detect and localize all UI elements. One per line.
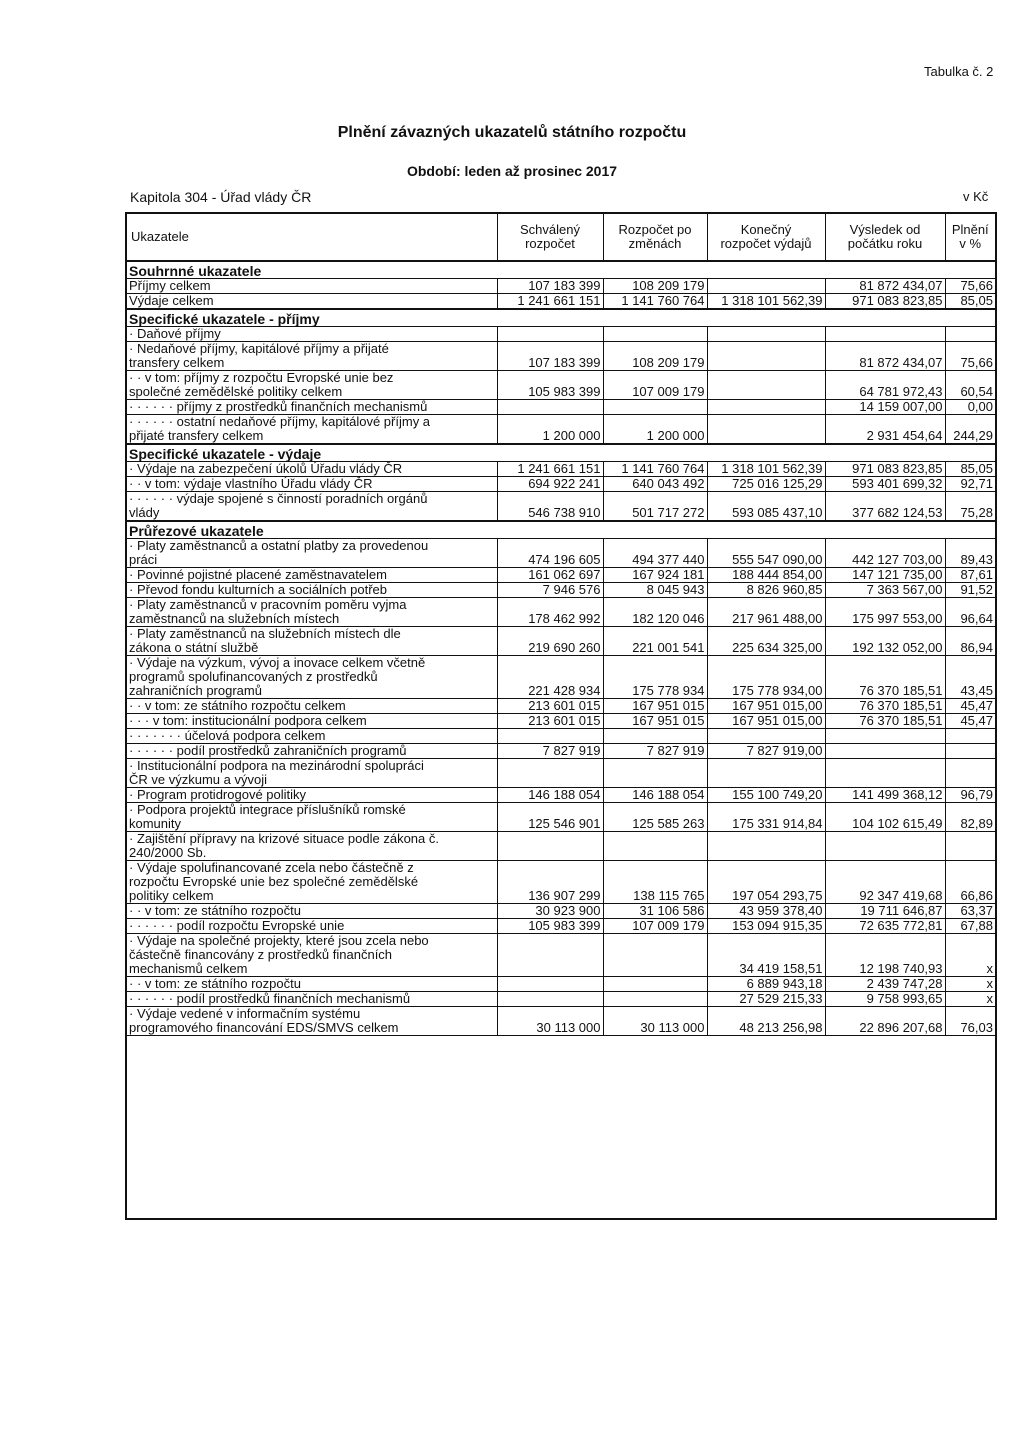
row-label (127, 477, 497, 492)
cell-final-budget: 34 419 158,51 (707, 934, 825, 977)
cell-fulfilment-pct: 66,86 (945, 861, 995, 904)
cell-budget-after-changes (603, 992, 707, 1007)
table-row (127, 1007, 995, 1036)
cell-result-ytd (825, 729, 945, 744)
row-label-line: · · · · · · podíl prostředků finančních mechanismů (129, 991, 411, 1006)
section-header-row (127, 444, 995, 462)
row-label-line: transfery celkem (129, 355, 225, 370)
row-label (127, 861, 497, 904)
cell-approved-budget: 161 062 697 (497, 568, 603, 583)
cell-fulfilment-pct: 63,37 (945, 904, 995, 919)
table-row (127, 294, 995, 310)
table-row (127, 714, 995, 729)
cell-approved-budget: 178 462 992 (497, 598, 603, 627)
row-label (127, 342, 497, 371)
cell-result-ytd: 147 121 735,00 (825, 568, 945, 583)
cell-final-budget (707, 729, 825, 744)
row-label-line: · Výdaje na zabezpečení úkolů Úřadu vlády ČR (129, 461, 403, 476)
cell-result-ytd: 19 711 646,87 (825, 904, 945, 919)
table-row (127, 477, 995, 492)
section-header-row (127, 521, 995, 539)
cell-approved-budget: 30 923 900 (497, 904, 603, 919)
cell-final-budget: 225 634 325,00 (707, 627, 825, 656)
cell-budget-after-changes: 7 827 919 (603, 744, 707, 759)
cell-fulfilment-pct (945, 729, 995, 744)
cell-budget-after-changes: 108 209 179 (603, 279, 707, 294)
cell-final-budget: 48 213 256,98 (707, 1007, 825, 1036)
cell-approved-budget (497, 729, 603, 744)
cell-fulfilment-pct: x (945, 992, 995, 1007)
cell-final-budget: 217 961 488,00 (707, 598, 825, 627)
row-label (127, 919, 497, 934)
table-row (127, 598, 995, 627)
row-label-line: · · · · · · podíl prostředků zahraničních programů (129, 743, 407, 758)
row-label-line: · Výdaje na společné projekty, které jsou zcela nebo (129, 933, 429, 948)
row-label (127, 832, 497, 861)
cell-result-ytd: 76 370 185,51 (825, 699, 945, 714)
cell-fulfilment-pct: 75,28 (945, 492, 995, 522)
cell-fulfilment-pct: 86,94 (945, 627, 995, 656)
table-row (127, 371, 995, 400)
row-label (127, 492, 497, 522)
cell-budget-after-changes: 108 209 179 (603, 342, 707, 371)
cell-fulfilment-pct: 0,00 (945, 400, 995, 415)
cell-budget-after-changes: 107 009 179 (603, 371, 707, 400)
cell-budget-after-changes: 125 585 263 (603, 803, 707, 832)
cell-result-ytd: 2 931 454,64 (825, 415, 945, 445)
cell-final-budget (707, 327, 825, 342)
row-label-line: práci (129, 552, 158, 567)
row-label (127, 714, 497, 729)
cell-budget-after-changes: 31 106 586 (603, 904, 707, 919)
table-row (127, 568, 995, 583)
cell-budget-after-changes: 107 009 179 (603, 919, 707, 934)
row-label-line: · · · · · · · účelová podpora celkem (129, 728, 326, 743)
row-label-line: · Daňové příjmy (129, 326, 221, 341)
row-label-line: · Podpora projektů integrace příslušníků romské (129, 802, 406, 817)
row-label-line: · · · · · · podíl rozpočtu Evropské unie (129, 918, 345, 933)
row-label (127, 539, 497, 568)
cell-budget-after-changes: 501 717 272 (603, 492, 707, 522)
row-label (127, 327, 497, 342)
cell-final-budget: 7 827 919,00 (707, 744, 825, 759)
row-label (127, 934, 497, 977)
cell-budget-after-changes (603, 327, 707, 342)
cell-approved-budget (497, 977, 603, 992)
row-label-line: programového financování EDS/SMVS celkem (129, 1020, 399, 1035)
cell-result-ytd: 76 370 185,51 (825, 714, 945, 729)
table-row (127, 627, 995, 656)
row-label-line: · Výdaje na výzkum, vývoj a inovace celkem včetně (129, 655, 426, 670)
row-label-line: · Program protidrogové politiky (129, 787, 307, 802)
cell-approved-budget: 694 922 241 (497, 477, 603, 492)
row-label-line: částečně financovány z prostředků finančních (129, 947, 393, 962)
cell-final-budget: 27 529 215,33 (707, 992, 825, 1007)
cell-result-ytd: 104 102 615,49 (825, 803, 945, 832)
period-label: Období: leden až prosinec 2017 (406, 163, 618, 179)
table-row (127, 803, 995, 832)
row-label-line: ČR ve výzkumu a vývoji (129, 772, 267, 787)
section-title: Specifické ukazatele - příjmy (127, 309, 995, 327)
row-label (127, 400, 497, 415)
cell-budget-after-changes: 146 188 054 (603, 788, 707, 803)
cell-approved-budget: 219 690 260 (497, 627, 603, 656)
cell-fulfilment-pct (945, 744, 995, 759)
row-label-line: · Platy zaměstnanců a ostatní platby za provedenou (129, 538, 429, 553)
cell-budget-after-changes (603, 400, 707, 415)
row-label-line: Příjmy celkem (129, 278, 211, 293)
cell-final-budget (707, 832, 825, 861)
row-label-line: · Institucionální podpora na mezinárodní spolupráci (129, 758, 424, 773)
cell-fulfilment-pct: 82,89 (945, 803, 995, 832)
header-result-ytd: Výsledek od počátku roku (825, 214, 945, 261)
table-row (127, 977, 995, 992)
cell-approved-budget: 30 113 000 (497, 1007, 603, 1036)
row-label-line: · · · v tom: institucionální podpora celkem (129, 713, 367, 728)
row-label-line: · · v tom: ze státního rozpočtu celkem (129, 698, 346, 713)
budget-table (127, 214, 995, 1036)
row-label-line: společné zemědělské politiky celkem (129, 384, 343, 399)
cell-fulfilment-pct (945, 327, 995, 342)
cell-budget-after-changes: 1 200 000 (603, 415, 707, 445)
table-row (127, 327, 995, 342)
row-label-line: 240/2000 Sb. (129, 845, 207, 860)
row-label (127, 744, 497, 759)
row-label-line: zaměstnanců na služebních místech (129, 611, 340, 626)
cell-result-ytd: 22 896 207,68 (825, 1007, 945, 1036)
cell-fulfilment-pct: 60,54 (945, 371, 995, 400)
table-row (127, 904, 995, 919)
section-title: Souhrnné ukazatele (127, 261, 995, 279)
cell-final-budget: 167 951 015,00 (707, 699, 825, 714)
cell-budget-after-changes: 494 377 440 (603, 539, 707, 568)
cell-final-budget: 8 826 960,85 (707, 583, 825, 598)
cell-final-budget: 1 318 101 562,39 (707, 294, 825, 310)
cell-final-budget (707, 342, 825, 371)
cell-fulfilment-pct (945, 832, 995, 861)
row-label (127, 977, 497, 992)
row-label-line: · Nedaňové příjmy, kapitálové příjmy a přijaté (129, 341, 389, 356)
cell-fulfilment-pct: 43,45 (945, 656, 995, 699)
cell-final-budget: 725 016 125,29 (707, 477, 825, 492)
table-row (127, 729, 995, 744)
row-label (127, 992, 497, 1007)
cell-budget-after-changes (603, 977, 707, 992)
header-indicators: Ukazatele (127, 214, 497, 261)
cell-fulfilment-pct: 244,29 (945, 415, 995, 445)
row-label-line: · · · · · · výdaje spojené s činností poradních orgánů (129, 491, 428, 506)
row-label-line: · Zajištění přípravy na krizové situace podle zákona č. (129, 831, 439, 846)
cell-approved-budget: 213 601 015 (497, 714, 603, 729)
cell-result-ytd: 72 635 772,81 (825, 919, 945, 934)
cell-fulfilment-pct: 85,05 (945, 462, 995, 477)
cell-fulfilment-pct: 75,66 (945, 279, 995, 294)
cell-result-ytd (825, 327, 945, 342)
row-label-line: · · v tom: ze státního rozpočtu (129, 976, 301, 991)
cell-approved-budget: 1 200 000 (497, 415, 603, 445)
table-row (127, 861, 995, 904)
row-label (127, 656, 497, 699)
cell-result-ytd: 76 370 185,51 (825, 656, 945, 699)
header-approved-budget: Schválený rozpočet (497, 214, 603, 261)
table-row (127, 400, 995, 415)
cell-budget-after-changes: 30 113 000 (603, 1007, 707, 1036)
cell-budget-after-changes: 8 045 943 (603, 583, 707, 598)
cell-result-ytd: 12 198 740,93 (825, 934, 945, 977)
row-label-line: · · v tom: ze státního rozpočtu (129, 903, 301, 918)
cell-fulfilment-pct: 92,71 (945, 477, 995, 492)
table-row (127, 832, 995, 861)
cell-result-ytd: 81 872 434,07 (825, 342, 945, 371)
row-label (127, 904, 497, 919)
cell-result-ytd: 7 363 567,00 (825, 583, 945, 598)
cell-result-ytd: 971 083 823,85 (825, 294, 945, 310)
cell-budget-after-changes (603, 759, 707, 788)
header-final-budget: Konečný rozpočet výdajů (707, 214, 825, 261)
cell-approved-budget (497, 992, 603, 1007)
cell-result-ytd: 442 127 703,00 (825, 539, 945, 568)
cell-budget-after-changes: 175 778 934 (603, 656, 707, 699)
header-fulfilment-pct: Plnění v % (945, 214, 995, 261)
cell-approved-budget (497, 400, 603, 415)
cell-result-ytd: 64 781 972,43 (825, 371, 945, 400)
cell-final-budget: 175 778 934,00 (707, 656, 825, 699)
table-row (127, 992, 995, 1007)
cell-approved-budget: 7 946 576 (497, 583, 603, 598)
cell-budget-after-changes: 167 951 015 (603, 699, 707, 714)
cell-fulfilment-pct: 96,79 (945, 788, 995, 803)
table-row (127, 342, 995, 371)
cell-final-budget (707, 279, 825, 294)
row-label-line: · Povinné pojistné placené zaměstnavatelem (129, 567, 387, 582)
row-label-line: programů spolufinancovaných z prostředků (129, 669, 378, 684)
cell-fulfilment-pct: 85,05 (945, 294, 995, 310)
header-budget-after-changes: Rozpočet po změnách (603, 214, 707, 261)
cell-final-budget (707, 371, 825, 400)
row-label (127, 1007, 497, 1036)
row-label-line: · Převod fondu kulturních a sociálních potřeb (129, 582, 387, 597)
cell-approved-budget: 221 428 934 (497, 656, 603, 699)
table-header-row (127, 214, 995, 261)
cell-budget-after-changes: 1 141 760 764 (603, 294, 707, 310)
row-label-line: · Platy zaměstnanců v pracovním poměru vyjma (129, 597, 407, 612)
cell-approved-budget: 7 827 919 (497, 744, 603, 759)
row-label (127, 462, 497, 477)
section-header-row (127, 309, 995, 327)
cell-fulfilment-pct: 96,64 (945, 598, 995, 627)
table-row (127, 415, 995, 445)
row-label (127, 279, 497, 294)
cell-final-budget: 555 547 090,00 (707, 539, 825, 568)
cell-fulfilment-pct (945, 759, 995, 788)
row-label-line: mechanismů celkem (129, 961, 248, 976)
table-row (127, 699, 995, 714)
table-row (127, 759, 995, 788)
row-label-line: vlády (129, 505, 160, 520)
cell-final-budget: 175 331 914,84 (707, 803, 825, 832)
table-row (127, 788, 995, 803)
table-row (127, 744, 995, 759)
cell-final-budget (707, 415, 825, 445)
section-header-row (127, 261, 995, 279)
cell-result-ytd: 593 401 699,32 (825, 477, 945, 492)
cell-final-budget: 1 318 101 562,39 (707, 462, 825, 477)
cell-fulfilment-pct: 76,03 (945, 1007, 995, 1036)
row-label (127, 759, 497, 788)
row-label (127, 788, 497, 803)
cell-result-ytd: 92 347 419,68 (825, 861, 945, 904)
row-label (127, 415, 497, 445)
cell-fulfilment-pct: x (945, 934, 995, 977)
cell-approved-budget: 105 983 399 (497, 919, 603, 934)
table-number: Tabulka č. 2 (924, 64, 994, 79)
cell-result-ytd: 81 872 434,07 (825, 279, 945, 294)
cell-fulfilment-pct: 89,43 (945, 539, 995, 568)
table-row (127, 919, 995, 934)
cell-result-ytd: 971 083 823,85 (825, 462, 945, 477)
table-row (127, 462, 995, 477)
table-row (127, 656, 995, 699)
row-label-line: přijaté transfery celkem (129, 428, 264, 443)
cell-fulfilment-pct: 91,52 (945, 583, 995, 598)
row-label (127, 598, 497, 627)
row-label (127, 803, 497, 832)
cell-approved-budget: 146 188 054 (497, 788, 603, 803)
table-body (127, 261, 995, 1036)
row-label-line: zahraničních programů (129, 683, 262, 698)
row-label-line: zákona o státní službě (129, 640, 259, 655)
page-title: Plnění závazných ukazatelů státního rozpočtu (337, 124, 687, 141)
row-label (127, 699, 497, 714)
row-label-line: politiky celkem (129, 888, 214, 903)
cell-fulfilment-pct: 45,47 (945, 714, 995, 729)
cell-final-budget: 188 444 854,00 (707, 568, 825, 583)
cell-budget-after-changes (603, 832, 707, 861)
cell-budget-after-changes (603, 729, 707, 744)
cell-result-ytd: 14 159 007,00 (825, 400, 945, 415)
cell-budget-after-changes: 182 120 046 (603, 598, 707, 627)
row-label-line: rozpočtu Evropské unie bez společné zemědělské (129, 874, 419, 889)
cell-fulfilment-pct: x (945, 977, 995, 992)
cell-result-ytd: 9 758 993,65 (825, 992, 945, 1007)
cell-final-budget: 197 054 293,75 (707, 861, 825, 904)
row-label-line: · · v tom: výdaje vlastního Úřadu vlády ČR (129, 476, 373, 491)
cell-approved-budget: 105 983 399 (497, 371, 603, 400)
cell-approved-budget: 107 183 399 (497, 279, 603, 294)
table-row (127, 539, 995, 568)
cell-budget-after-changes: 167 951 015 (603, 714, 707, 729)
row-label-line: komunity (129, 816, 182, 831)
table-row (127, 934, 995, 977)
cell-result-ytd (825, 759, 945, 788)
cell-approved-budget (497, 934, 603, 977)
section-title: Specifické ukazatele - výdaje (127, 444, 995, 462)
row-label-line: · Platy zaměstnanců na služebních místech dle (129, 626, 401, 641)
cell-final-budget (707, 759, 825, 788)
cell-fulfilment-pct: 45,47 (945, 699, 995, 714)
cell-final-budget: 153 094 915,35 (707, 919, 825, 934)
row-label-line: · · v tom: příjmy z rozpočtu Evropské unie bez (129, 370, 394, 385)
cell-fulfilment-pct: 67,88 (945, 919, 995, 934)
row-label-line: · · · · · · příjmy z prostředků finančních mechanismů (129, 399, 428, 414)
cell-budget-after-changes (603, 934, 707, 977)
row-label-line: · Výdaje spolufinancované zcela nebo částečně z (129, 860, 414, 875)
cell-final-budget: 167 951 015,00 (707, 714, 825, 729)
row-label (127, 371, 497, 400)
row-label (127, 583, 497, 598)
cell-result-ytd (825, 832, 945, 861)
cell-result-ytd: 175 997 553,00 (825, 598, 945, 627)
row-label (127, 729, 497, 744)
row-label (127, 627, 497, 656)
cell-result-ytd: 192 132 052,00 (825, 627, 945, 656)
table-row (127, 279, 995, 294)
row-label-line: · Výdaje vedené v informačním systému (129, 1006, 361, 1021)
cell-budget-after-changes: 640 043 492 (603, 477, 707, 492)
cell-approved-budget (497, 759, 603, 788)
cell-result-ytd: 141 499 368,12 (825, 788, 945, 803)
cell-approved-budget: 125 546 901 (497, 803, 603, 832)
cell-approved-budget: 213 601 015 (497, 699, 603, 714)
cell-approved-budget: 546 738 910 (497, 492, 603, 522)
table-row (127, 492, 995, 522)
cell-result-ytd: 2 439 747,28 (825, 977, 945, 992)
row-label (127, 294, 497, 310)
cell-approved-budget: 474 196 605 (497, 539, 603, 568)
table-row (127, 583, 995, 598)
cell-final-budget (707, 400, 825, 415)
cell-budget-after-changes: 167 924 181 (603, 568, 707, 583)
cell-fulfilment-pct: 87,61 (945, 568, 995, 583)
cell-approved-budget: 1 241 661 151 (497, 462, 603, 477)
cell-final-budget: 6 889 943,18 (707, 977, 825, 992)
row-label-line: Výdaje celkem (129, 293, 214, 308)
currency-unit: v Kč (963, 189, 989, 204)
cell-budget-after-changes: 221 001 541 (603, 627, 707, 656)
section-title: Průřezové ukazatele (127, 521, 995, 539)
cell-budget-after-changes: 1 141 760 764 (603, 462, 707, 477)
cell-approved-budget: 136 907 299 (497, 861, 603, 904)
cell-fulfilment-pct: 75,66 (945, 342, 995, 371)
cell-final-budget: 43 959 378,40 (707, 904, 825, 919)
row-label (127, 568, 497, 583)
cell-approved-budget (497, 327, 603, 342)
cell-budget-after-changes: 138 115 765 (603, 861, 707, 904)
cell-result-ytd: 377 682 124,53 (825, 492, 945, 522)
cell-approved-budget: 107 183 399 (497, 342, 603, 371)
cell-result-ytd (825, 744, 945, 759)
cell-approved-budget (497, 832, 603, 861)
cell-final-budget: 155 100 749,20 (707, 788, 825, 803)
row-label-line: · · · · · · ostatní nedaňové příjmy, kapitálové příjmy a (129, 414, 431, 429)
cell-final-budget: 593 085 437,10 (707, 492, 825, 522)
chapter-label: Kapitola 304 - Úřad vlády ČR (130, 189, 312, 205)
cell-approved-budget: 1 241 661 151 (497, 294, 603, 310)
